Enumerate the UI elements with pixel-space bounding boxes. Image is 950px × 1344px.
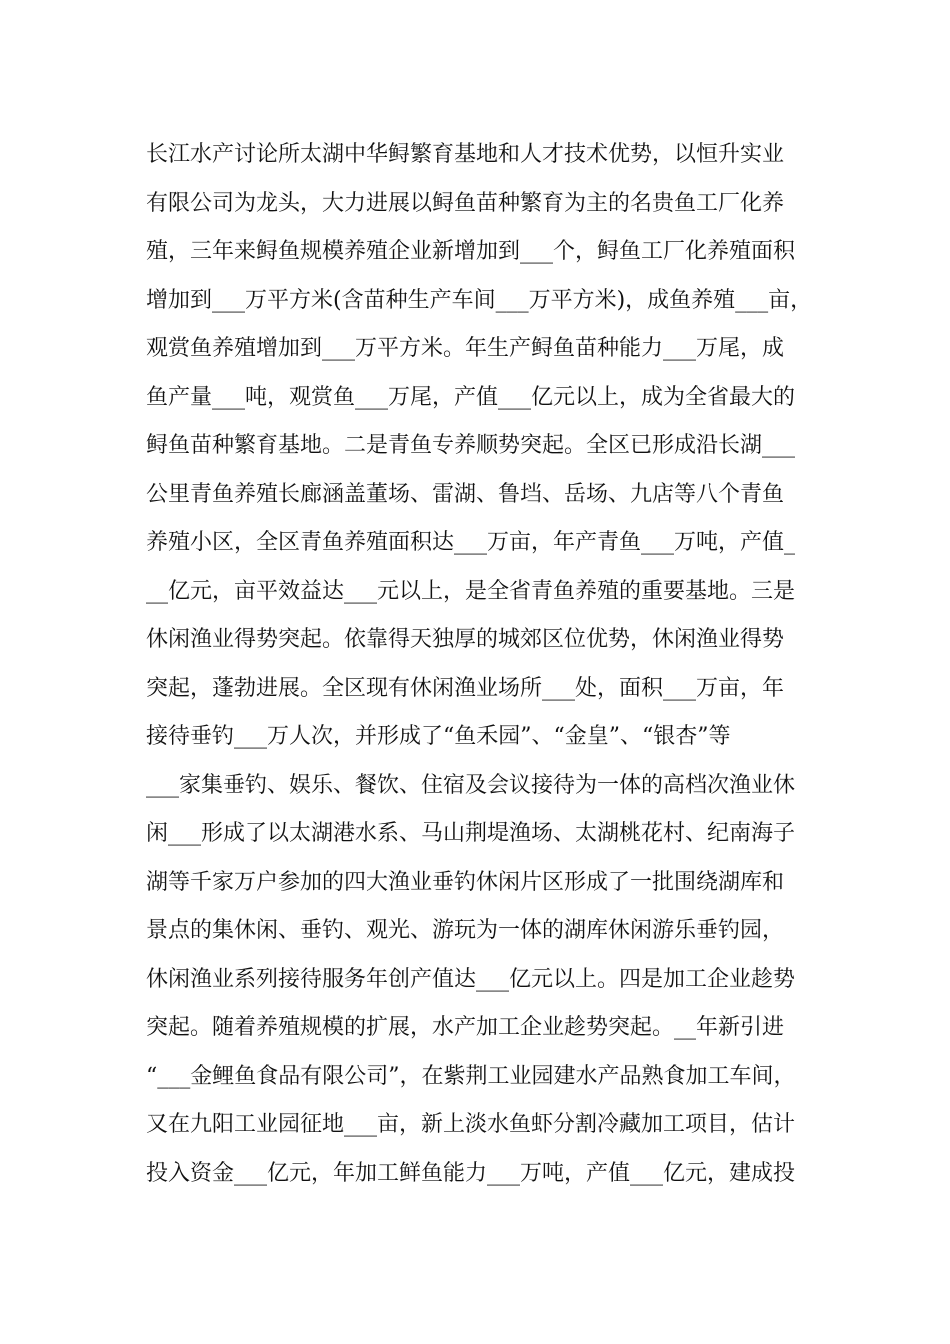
- text-line: 增加到___万平方米(含苗种生产车间___万平方米)，成鱼养殖___亩，: [146, 287, 813, 313]
- text-line: 投入资金___亿元，年加工鲜鱼能力___万吨，产值___亿元，建成投: [146, 1160, 796, 1186]
- text-line: 养殖小区，全区青鱼养殖面积达___万亩，年产青鱼___万吨，产值_: [146, 530, 796, 555]
- text-line: 有限公司为龙头，大力进展以鲟鱼苗种繁育为主的名贵鱼工厂化养: [146, 190, 785, 216]
- text-line: 鲟鱼苗种繁育基地。二是青鱼专养顺势突起。全区已形成沿长湖___: [146, 433, 796, 458]
- text-line: 休闲渔业系列接待服务年创产值达___亿元以上。四是加工企业趁势: [146, 966, 796, 992]
- text-line: ___家集垂钓、娱乐、餐饮、住宿及会议接待为一体的高档次渔业休: [146, 772, 796, 798]
- text-line: 又在九阳工业园征地___亩，新上淡水鱼虾分割冷藏加工项目，估计: [146, 1112, 796, 1137]
- text-line: 突起，蓬勃进展。全区现有休闲渔业场所___处，面积___万亩，年: [146, 675, 785, 701]
- text-line: 闲___形成了以太湖港水系、马山荆堤渔场、太湖桃花村、纪南海子: [146, 821, 796, 846]
- text-line: 殖，三年来鲟鱼规模养殖企业新增加到___个，鲟鱼工厂化养殖面积: [146, 239, 796, 264]
- text-line: 观赏鱼养殖增加到___万平方米。年生产鲟鱼苗种能力___万尾，成: [146, 336, 785, 361]
- text-line: 长江水产讨论所太湖中华鲟繁育基地和人才技术优势，以恒升实业: [146, 142, 785, 167]
- text-line: 景点的集休闲、垂钓、观光、游玩为一体的湖库休闲游乐垂钓园，: [146, 918, 785, 943]
- text-line: 突起。随着养殖规模的扩展，水产加工企业趁势突起。__年新引进: [146, 1015, 785, 1040]
- text-line: “___金鲤鱼食品有限公司”，在紫荆工业园建水产品熟食加工车间，: [146, 1063, 796, 1089]
- text-line: 接待垂钓___万人次，并形成了“鱼禾园”、“金皇”、“银杏”等: [146, 724, 731, 749]
- text-line: 鱼产量___吨，观赏鱼___万尾，产值___亿元以上，成为全省最大的: [146, 384, 796, 410]
- body-text: [146, 131, 826, 1198]
- text-line: 湖等千家万户参加的四大渔业垂钓休闲片区形成了一批围绕湖库和: [146, 869, 785, 895]
- text-line: __亿元，亩平效益达___元以上，是全省青鱼养殖的重要基地。三是: [146, 578, 796, 604]
- text-line: 休闲渔业得势突起。依靠得天独厚的城郊区位优势，休闲渔业得势: [146, 627, 785, 652]
- text-line: 公里青鱼养殖长廊涵盖董场、雷湖、鲁垱、岳场、九店等八个青鱼: [146, 481, 785, 507]
